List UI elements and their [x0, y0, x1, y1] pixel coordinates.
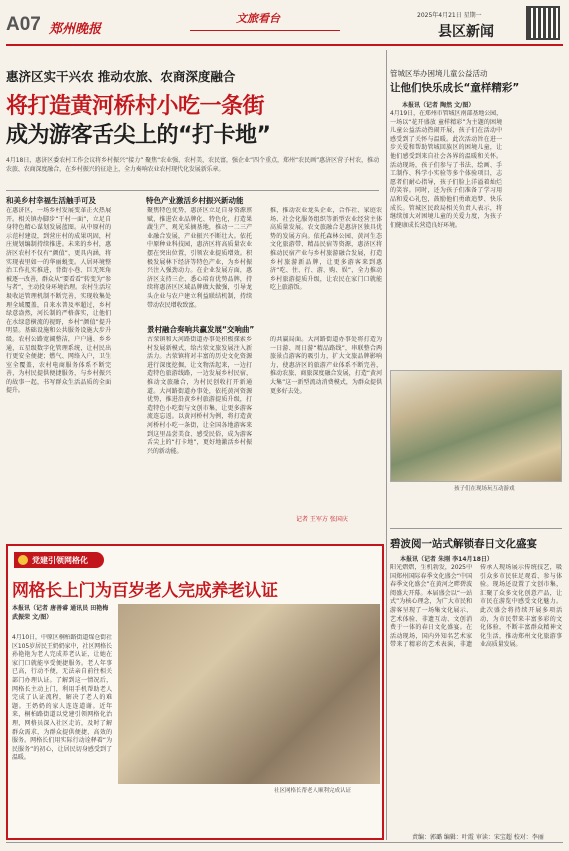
- elderly-certification-photo: [118, 604, 380, 784]
- lead-title-line2: 成为游客舌尖上的“打卡地”: [6, 123, 271, 148]
- right-bottom-title: 碧波阅一站式解锁春日文化盛宴: [390, 538, 537, 550]
- footer-rule: [6, 842, 563, 843]
- section-title: 县区新闻: [438, 24, 494, 40]
- col3-text: 推，推动农业龙头企业，合作社、家庭农场、社会化服务组织等新型农业经营主体高质量发展。农文旅融合是惠济区独具优势的发展方向。依托森林公园、黄河生态文化旅游带、精品民宿等资源，惠济区将推动民宿产业与乡村旅游融合发展，打造乡村旅游新品牌，让更多游客来到惠济“吃、住、行、游、购、娱”，全力推动乡村旅游提质升级，让农民在家门口就能吃上旅游饭。: [270, 207, 382, 292]
- col2-text: 聚焦特色优势，惠济区立足自身资源禀赋，推进农业品牌化、特色化，打造果蔬生产、观光采摘基地，推动一二三产业融合发展，产业振兴不断壮大。依托中原种业科技园，惠济区将高质量农业摆在突出位置，引领农业提质增效。积极发展林下经济等特色产业，为乡村振兴注入强劲动力。在企业发展方面，惠济区支持三企、悉心培育优势品牌，持续将惠济区区域品牌做大做强，引导龙头企业与农户建立利益联结机制，持续带动农民增收致富。: [147, 207, 252, 309]
- party-tag: 党建引领网格化: [32, 556, 88, 565]
- lead-kicker: 惠济区实干兴农 推动农旅、农商深度融合: [6, 69, 236, 84]
- qr-code-icon: [526, 6, 560, 40]
- paper-name: 郑州晚报: [49, 22, 102, 37]
- page-number: A07: [6, 14, 41, 35]
- right-top-kicker: 管城区举办困境儿童公益活动: [390, 69, 488, 78]
- bottom-text: 4月10日，中原区桐柏路街道煤仓街社区105岁居民王奶奶家中，社区网格长孙艳艳为老人完成养老认证，让她在家门口就能享受便捷服务。老人年事已高，行动不便，无法亲自前往相关部门办理认证。了解到这一情况后，网格长主动上门，利用手机帮助老人完成了认证流程，解决了老人的难题。王奶奶的家人连连道谢。近年来，桐柏路街道以党建引领网格化治理，网格员深入社区走访，及时了解群众需求，为群众提供便捷、高效的服务。网格长们用实际行动诠释着“为民服务”的初心，让居民切身感受到了温暖。: [12, 634, 112, 762]
- lead-byline: 记者 王军方 张国庆: [296, 516, 348, 523]
- header-ornament-line: [190, 30, 340, 31]
- col4-subhead: 景村融合奏响共赢发展“交响曲”: [147, 325, 255, 334]
- right-top-byline: 本报讯（记者 陶然 文/图）: [402, 102, 475, 109]
- right-top-title: 让他们快乐成长“童样精彩”: [390, 82, 520, 94]
- lead-rule: [6, 190, 379, 191]
- children-activity-photo: [390, 370, 562, 482]
- lead-story: [6, 52, 384, 527]
- header-rule: [6, 44, 563, 46]
- right-bottom-story: [390, 528, 562, 838]
- party-banner: [14, 552, 104, 568]
- right-top-photo-caption: 孩子们在现场玩互动游戏: [454, 486, 515, 492]
- col4-text: 古荥镇和大河路街道办事处积极探索乡村发展新模式，给古荥文旅发展注入新活力。古荥镇将对丰富的历史文化资源进行深度挖掘，让文物活起来，一边打造特色旅游线路，一边发展乡村民宿，推动文旅融合，为村民创收打开新通道。大河路街道办事处，依托黄河资源优势，推进沿黄乡村旅游提质升级，打造特色小吃街与文创市集，让更多游客流连忘返。以黄河桥村为例，将打造黄河桥村小吃一条街，让全国各地游客来到这里品尝美食、感受民俗，成为游客舌尖上的“打卡地”，更好地激活乡村振兴的新动能。: [147, 336, 252, 455]
- right-top-story: [390, 52, 562, 527]
- col2-subhead: 特色产业激活乡村振兴新动能: [146, 196, 244, 205]
- lead-summary: 4月18日，惠济区委农村工作会议将乡村振兴“接力” 聚焦“农业强，农村美，农民富，强企业”四个重点，郑州“农民画”惠济区营子村农，推动农旅、农商深度融合，在乡村振兴的征途上，全力奏响农业农村现代化发展新乐章。: [6, 157, 379, 173]
- col5-text: 的共赢局面。大河路街道办事处将打造为一日游、周日游“精品路线”，串联整合两旅景点游客的吸引力，扩大文旅品牌影响力，使惠济区的旅游产业体系不断完善，推动农旅、商旅深度融合发展，打造“黄河大集”这一新型流动消费模式，为群众提供更多好去处。: [270, 336, 382, 395]
- bottom-title: 网格长上门为百岁老人完成养老认证: [12, 581, 278, 601]
- right-bottom-text: 阳光熠熠，生机勃发，2025中国郑州国际春季文化盛会“中国春季文化盛会”在黄河之畔碧波阅盛大开幕。本届盛会以“一站式”为核心理念，为广大市民和游客呈现了一场集文化展示、艺术体验、非遗互动、文创消费于一体的春日文化盛宴。在活动现场，国内外知名艺术家带来了精彩的艺术表演，非遗传承人现场展示传统技艺，吸引众多市民驻足观看、参与体验。现场还设置了文创市集，汇聚了众多文化创意产品，让市民在游览中感受文化魅力。此次盛会将持续开展多项活动，为市民带来丰富多彩的文化体验，不断丰富群众精神文化生活，推动郑州文化旅游事业高质量发展。: [390, 564, 562, 649]
- issue-date: 2025年4月21日 星期一: [417, 12, 482, 19]
- footer-credits: 责编：郭璐 编辑：叶霞 审读：宋宝超 校对：李丽: [412, 834, 544, 841]
- party-emblem-icon: [18, 555, 28, 565]
- col1-text: 在惠济区，一场乡村发展变革正火热展开。相关镇办脚步“干村一面”，立足自身特色精心谋划发展蓝图。从中原村的示范村建设，到营庄村的成果巩固，村庄规划编制持续推进。未来的乡村，惠济区农村不仅有“颜值”，更具内涵，将实现表里如一的华丽蜕变。人居环境整治工作扎实推进，背街小巷、巨无死角被逐一改善，群众从“要看看”转变为“参与者”，主动投身环境治理。农村生活垃圾收运管理机制不断完善，实现收集处理全域覆盖，自来水普及率超过，乡村绿意盎然，河长制的严格落实，让他们在水绿意横流的视野，乡村“颜值”提升明显。基础设施和公共服务设施大步升级。农村公路宽阔整洁，户户通、乡乡通，五星级数字化管理系统，让村民出行更安全便捷；燃气、网络入户，卫生室全覆盖，农村电商服务体系不断完善，为村民提供便捷服务，与乡村振兴的故事一起，书写群众生活品质的全面提升。: [6, 207, 111, 395]
- bottom-feature-box: [6, 544, 384, 840]
- bottom-photo-caption: 社区网格长帮老人顺利完成认证: [274, 788, 352, 794]
- column-divider: [386, 50, 387, 840]
- right-bottom-byline: 本报讯（记者 朱刚 李14月18日）: [400, 556, 493, 563]
- right-top-text: 4月19日，在郑州市管城区南部基地公园，一场以“花开盛放 童样精彩”为主题的困境儿童公益活动热闹开展，孩子们在活动中感受到了关怀与温暖。此次活动旨在进一步关爱和帮助管城回族区的困境儿童，让他们感受到来自社会各界的温暖和关怀。活动现场，孩子们参与了书法、绘画、手工制作、科学小实验等多个体验项目，志愿者们耐心指导，孩子们脸上洋溢着灿烂的笑容。同时，还为孩子们准备了学习用品和爱心礼包，鼓励他们勇敢追梦、快乐成长。管城区民政局相关负责人表示，将继续加大对困境儿童的关爱力度，为孩子们健康成长营造良好环境。: [390, 110, 502, 229]
- lead-title-line1: 将打造黄河桥村小吃一条街: [6, 94, 265, 119]
- masthead: [0, 0, 569, 58]
- col1-subhead: 和美乡村幸福生活触手可及: [6, 196, 96, 205]
- feature-title: 文旅看台: [236, 12, 280, 25]
- bottom-byline: 本报讯（记者 唐善睿 通讯员 田艳梅 武振荣 文/图）: [12, 605, 109, 621]
